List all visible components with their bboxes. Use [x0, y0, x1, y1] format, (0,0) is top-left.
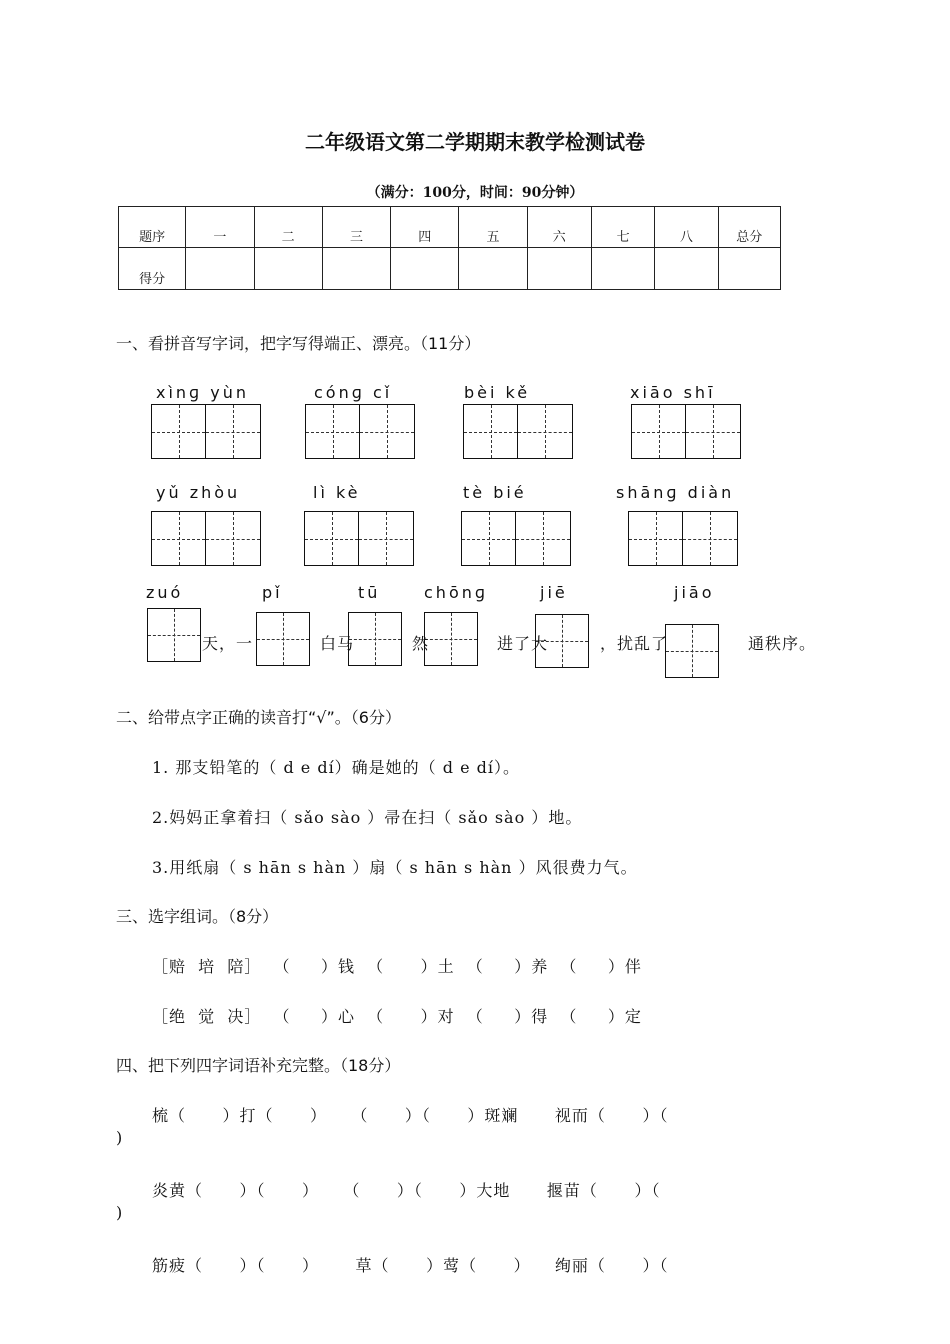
- section1-title: 一、看拼音写字词，把字写得端正、漂亮。（11分）: [116, 334, 481, 353]
- section3-title: 三、选字组词。（8分）: [116, 907, 279, 926]
- score-header-cell: 五: [459, 207, 527, 248]
- writing-box[interactable]: [665, 624, 719, 678]
- score-row-label: 得分: [119, 248, 186, 290]
- question-item: 3.用纸扇（ s hān s hàn ）扇（ s hān s hàn ）风很费力气。: [152, 858, 638, 877]
- score-cell[interactable]: [459, 248, 527, 290]
- score-cell[interactable]: [718, 248, 780, 290]
- idiom-row: 炎黄（ ）（ ） （ ）（ ）大地 揠苗（ ）（: [152, 1181, 661, 1200]
- score-cell[interactable]: [391, 248, 459, 290]
- score-header-cell: 八: [655, 207, 718, 248]
- pinyin-label: tū: [358, 583, 381, 602]
- score-header-cell: 一: [186, 207, 254, 248]
- score-header-cell: 总分: [718, 207, 780, 248]
- sentence-fragment: 天，一: [202, 634, 254, 653]
- question-item: 2.妈妈正拿着扫（ sǎo sào ）帚在扫（ sǎo sào ）地。: [152, 808, 583, 827]
- sentence-fragment: 通秩序。: [748, 634, 817, 653]
- pinyin-label: xiāo shī: [630, 383, 716, 402]
- exam-info: （满分：100分，时间：90分钟）: [366, 185, 584, 201]
- pinyin-label: chōnɡ: [424, 583, 489, 602]
- idiom-row: 梳（ ）打（ ） （ ）（ ）斑斓 视而（ ）（: [152, 1106, 669, 1125]
- pinyin-label: jiē: [540, 583, 568, 602]
- score-header-cell: 六: [527, 207, 591, 248]
- sentence-fragment: 进了大: [497, 634, 549, 653]
- writing-grid[interactable]: [151, 511, 261, 566]
- writing-grid[interactable]: [461, 511, 571, 566]
- score-header-cell: 七: [591, 207, 654, 248]
- writing-box[interactable]: [147, 608, 201, 662]
- word-choice-row: ［赔 培 陪］ （ ）钱 （ ）土 （ ）养 （ ）伴: [152, 957, 642, 976]
- section2-title: 二、给带点字正确的读音打“√”。（6分）: [116, 708, 401, 727]
- score-cell[interactable]: [591, 248, 654, 290]
- sentence-fragment: 然: [412, 634, 430, 653]
- pinyin-label: zuó: [146, 583, 184, 602]
- page-title: 二年级语文第二学期期末教学检测试卷: [305, 130, 645, 154]
- writing-grid[interactable]: [628, 511, 738, 566]
- score-header-cell: 四: [391, 207, 459, 248]
- score-cell[interactable]: [186, 248, 254, 290]
- writing-grid[interactable]: [463, 404, 573, 459]
- pinyin-label: xìnɡ yùn: [156, 383, 250, 402]
- writing-grid[interactable]: [305, 404, 415, 459]
- score-table: [118, 206, 781, 290]
- score-header-cell: 题序: [119, 207, 186, 248]
- pinyin-label: lì kè: [313, 483, 361, 502]
- writing-box[interactable]: [348, 612, 402, 666]
- writing-grid[interactable]: [631, 404, 741, 459]
- question-item: 1. 那支铅笔的（ d e dí）确是她的（ d e dí）。: [152, 758, 521, 777]
- sentence-fragment: ，扰乱了: [600, 634, 669, 653]
- score-cell[interactable]: [254, 248, 322, 290]
- pinyin-label: jiāo: [674, 583, 715, 602]
- score-header-cell: 三: [322, 207, 390, 248]
- idiom-row-wrap: ): [116, 1128, 124, 1147]
- pinyin-label: tè bié: [463, 483, 527, 502]
- score-cell[interactable]: [527, 248, 591, 290]
- score-header-cell: 二: [254, 207, 322, 248]
- section4-title: 四、把下列四字词语补充完整。（18分）: [116, 1056, 401, 1075]
- writing-box[interactable]: [256, 612, 310, 666]
- idiom-row-wrap: ): [116, 1203, 124, 1222]
- pinyin-label: shānɡ diàn: [616, 483, 735, 502]
- pinyin-label: cónɡ cǐ: [314, 383, 393, 402]
- pinyin-label: yǔ zhòu: [156, 483, 241, 502]
- pinyin-label: bèi kě: [464, 383, 531, 402]
- writing-grid[interactable]: [304, 511, 414, 566]
- score-table-header-row: [119, 207, 781, 248]
- score-cell[interactable]: [322, 248, 390, 290]
- score-cell[interactable]: [655, 248, 718, 290]
- pinyin-label: pǐ: [262, 583, 283, 602]
- writing-grid[interactable]: [151, 404, 261, 459]
- sentence-fragment: 白马: [320, 634, 355, 653]
- writing-box[interactable]: [424, 612, 478, 666]
- idiom-row: 筋疲（ ）（ ） 草（ ）莺（ ） 绚丽（ ）（: [152, 1256, 669, 1275]
- word-choice-row: ［绝 觉 决］ （ ）心 （ ）对 （ ）得 （ ）定: [152, 1007, 642, 1026]
- score-table-score-row: [119, 248, 781, 290]
